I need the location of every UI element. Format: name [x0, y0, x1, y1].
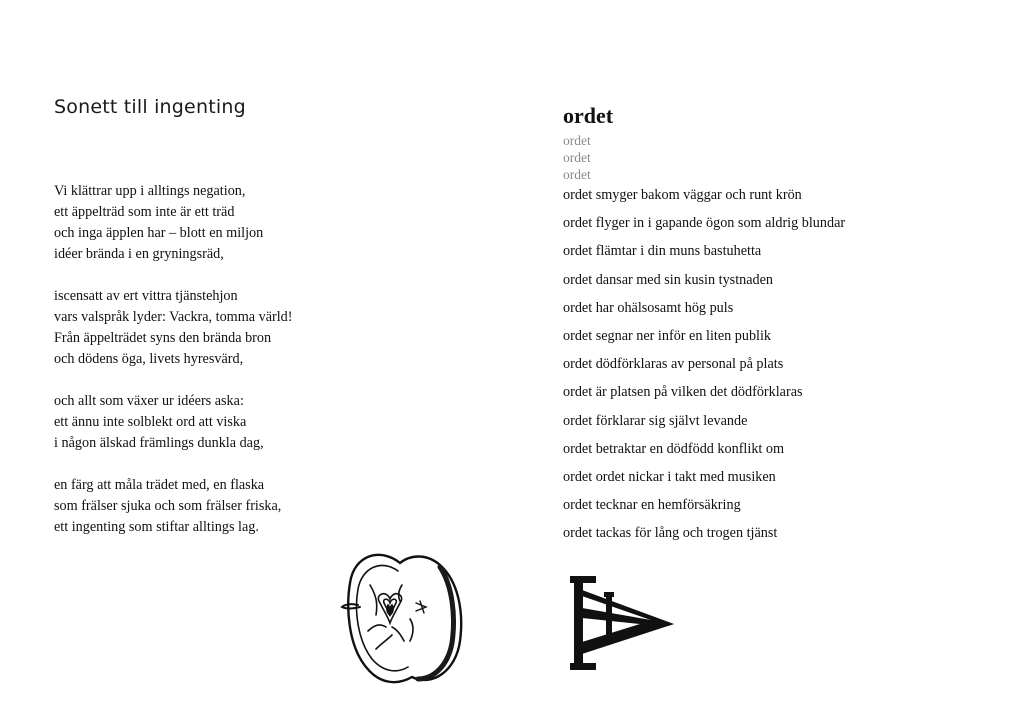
poem-line: och inga äpplen har – blott en miljon: [54, 225, 264, 241]
word-line: ordet dansar med sin kusin tystnaden: [563, 271, 774, 288]
poem-line: och allt som växer ur idéers aska:: [54, 393, 244, 409]
word-line: ordet tackas för lång och trogen tjänst: [563, 525, 778, 542]
stanza: [54, 181, 354, 265]
word-line: ordet förklarar sig självt levande: [563, 412, 748, 429]
poem-line: iscensatt av ert vittra tjänstehjon: [54, 288, 238, 304]
word-line: ordet tecknar en hemförsäkring: [563, 497, 741, 514]
poem-line: idéer brända i en gryningsräd,: [54, 246, 224, 262]
title-echo: [563, 132, 591, 183]
poem-body: [54, 181, 354, 559]
word-line: ordet flyger in i gapande ögon som aldrig blundar: [563, 215, 846, 232]
echo-line: ordet: [563, 133, 591, 148]
poem-line: en färg att måla trädet med, en flaska: [54, 477, 265, 493]
stanza: [54, 286, 354, 370]
echo-line: ordet: [563, 150, 591, 165]
poem-line: Vi klättrar upp i alltings negation,: [54, 183, 246, 199]
word-line: ordet dödförklaras av personal på plats: [563, 356, 784, 373]
section-title: ordet: [563, 103, 614, 128]
word-poem: [563, 181, 845, 547]
echo-line: ordet: [563, 167, 591, 182]
rotated-letter-a-icon: [570, 572, 678, 674]
poem-line: vars valspråk lyder: Vackra, tomma värld!: [54, 309, 293, 325]
word-line: ordet ordet nickar i takt med musiken: [563, 468, 776, 485]
poem-line: Från äppelträdet syns den brända bron: [54, 330, 272, 346]
poem-title: Sonett till ingenting: [54, 96, 246, 118]
poem-line: och dödens öga, livets hyresvärd,: [54, 351, 244, 367]
word-line: ordet smyger bakom väggar och runt krön: [563, 187, 802, 203]
word-line: ordet är platsen på vilken det dödförklaras: [563, 384, 803, 401]
poem-line: i någon älskad främlings dunkla dag,: [54, 435, 264, 451]
poem-line: ett ingenting som stiftar alltings lag.: [54, 519, 259, 535]
apple-half-icon: [340, 545, 464, 689]
word-line: ordet segnar ner inför en liten publik: [563, 327, 772, 344]
word-line: ordet flämtar i din muns bastuhetta: [563, 243, 762, 260]
word-line: ordet har ohälsosamt hög puls: [563, 299, 734, 316]
poem-line: som frälser sjuka och som frälser friska,: [54, 498, 282, 514]
word-line: ordet betraktar en dödfödd konflikt om: [563, 440, 785, 457]
stanza: [54, 391, 354, 454]
poem-line: ett ännu inte solblekt ord att viska: [54, 414, 247, 430]
poem-line: ett äppelträd som inte är ett träd: [54, 204, 235, 220]
stanza: [54, 475, 354, 538]
